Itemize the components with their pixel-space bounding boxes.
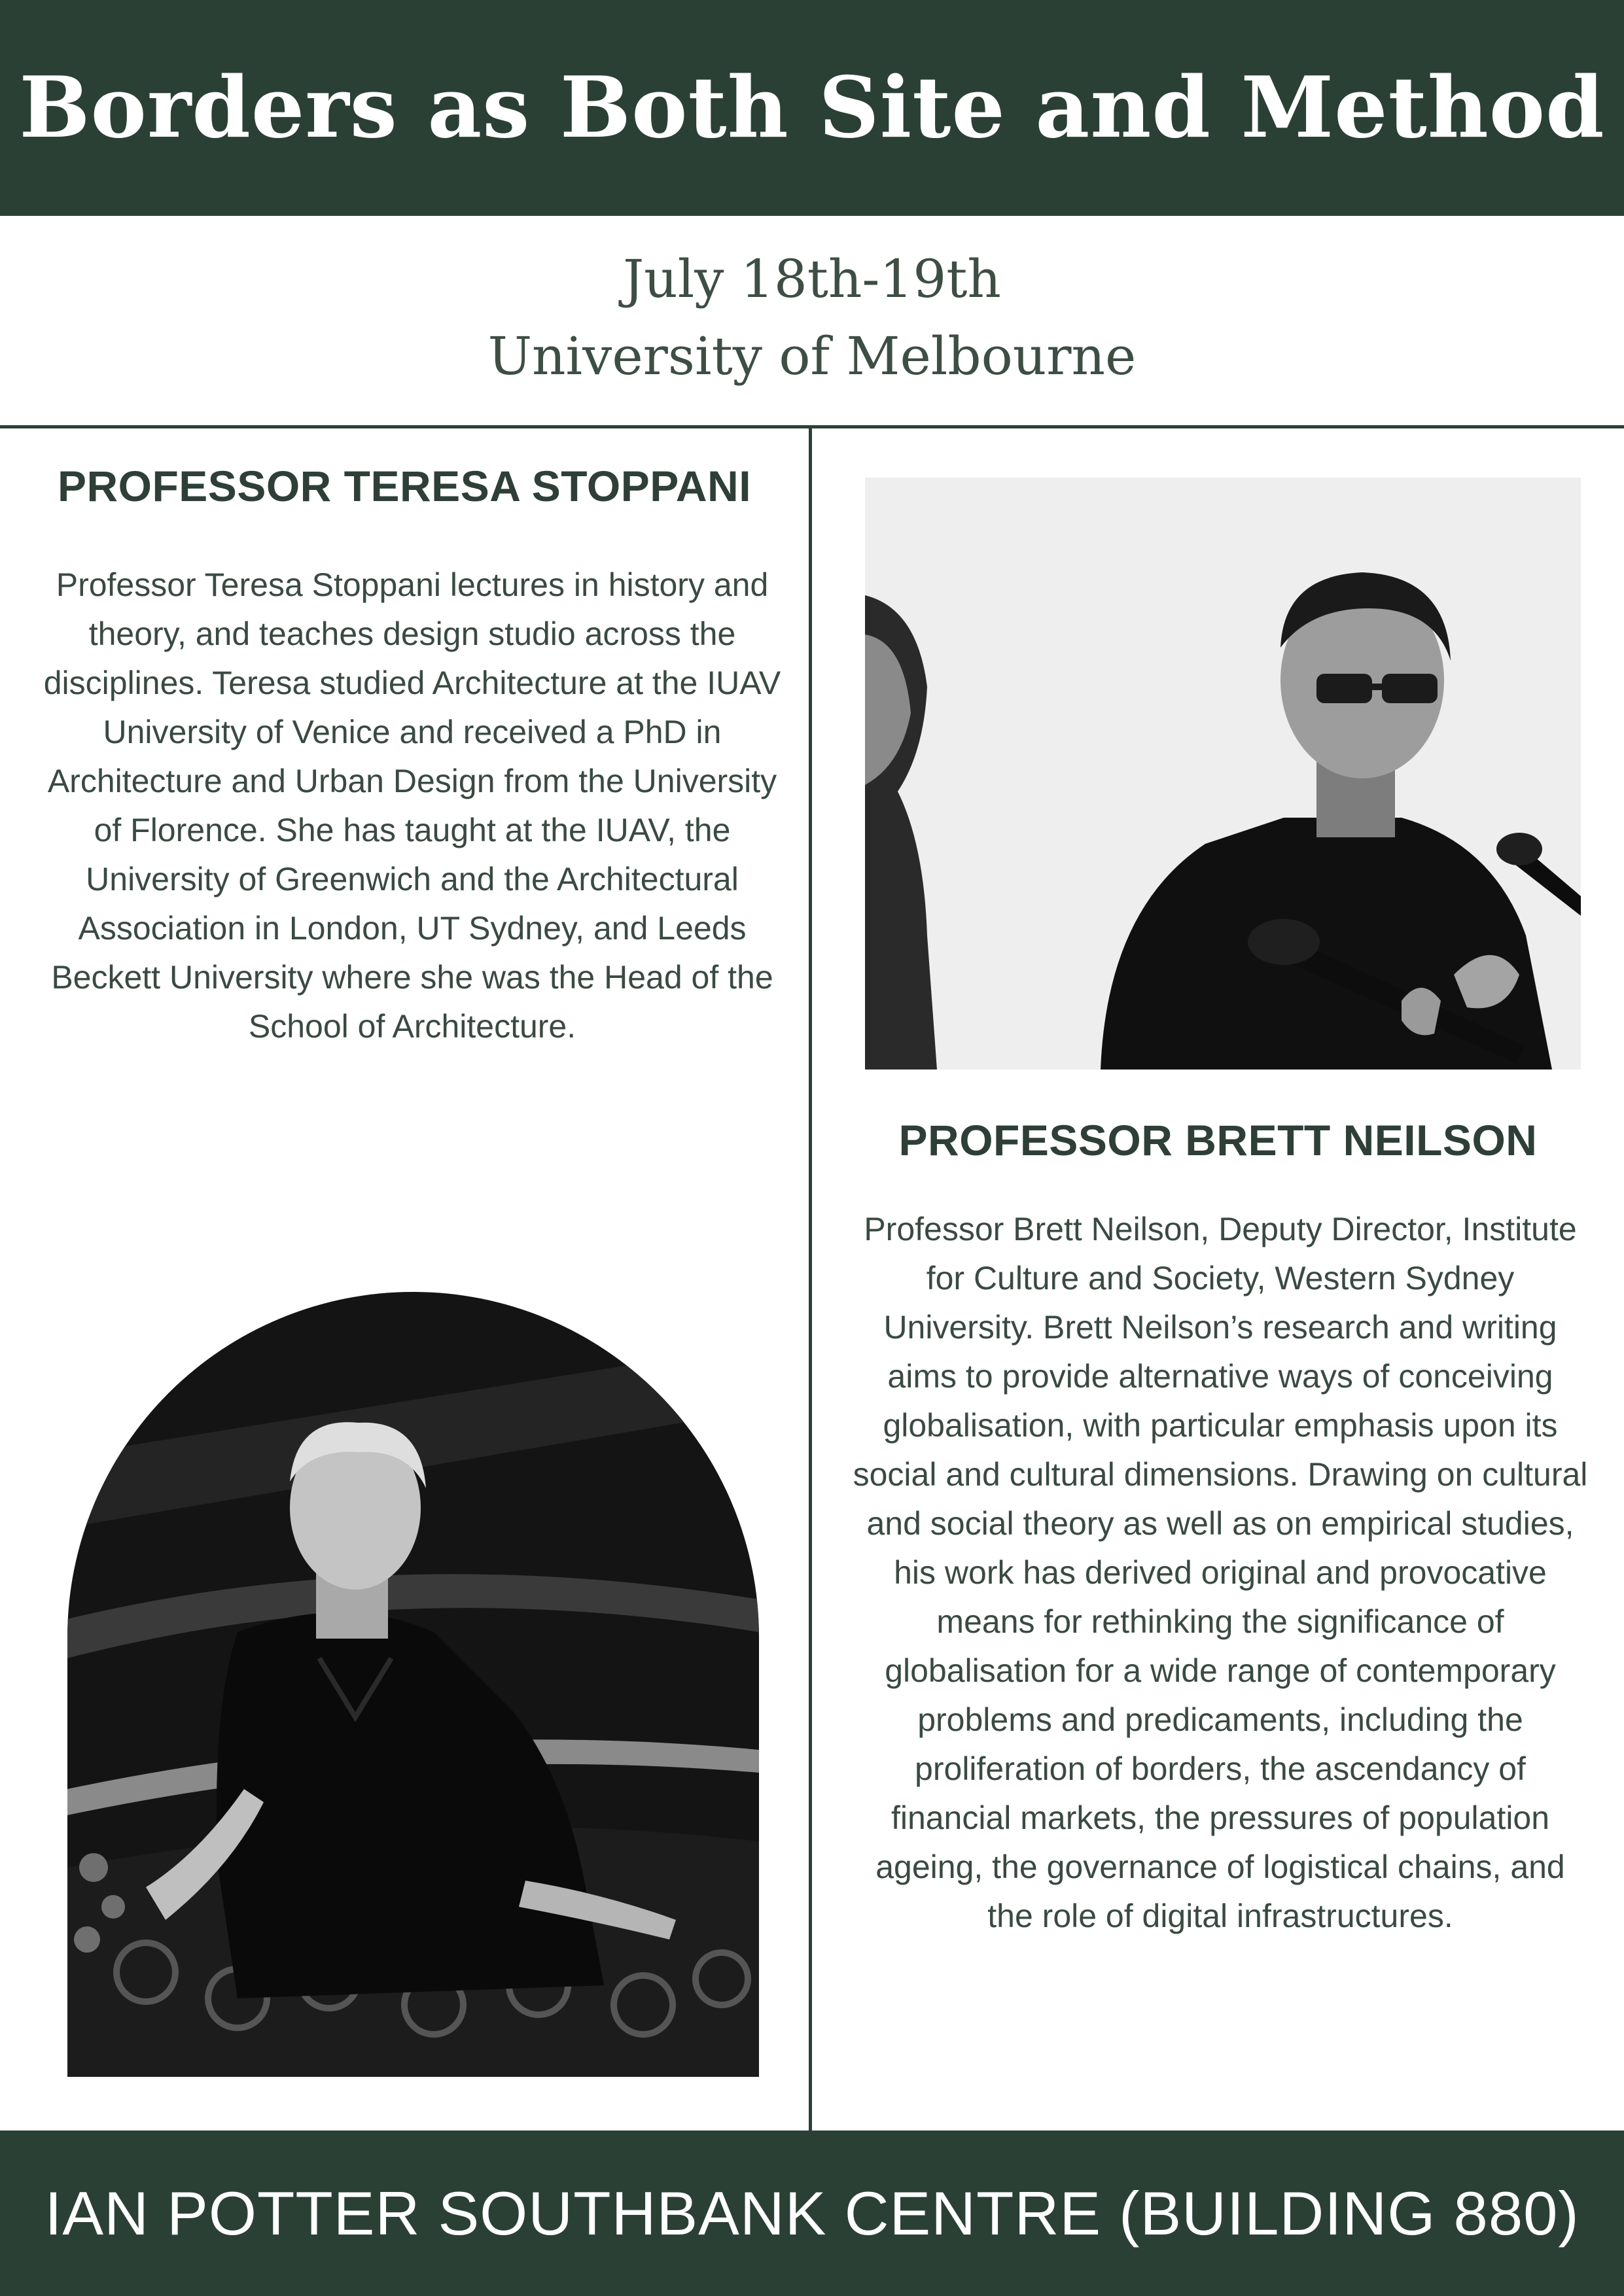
vertical-divider [809, 426, 812, 2131]
event-venue: University of Melbourne [487, 326, 1137, 387]
speaker-photo-neilson [865, 478, 1581, 1070]
title-banner [0, 0, 1624, 216]
speaker-name-neilson: PROFESSOR BRETT NEILSON [898, 1116, 1538, 1164]
footer-banner [0, 2131, 1624, 2296]
speaker-bio-neilson: Professor Brett Neilson, Deputy Director, Institute for Culture and Society, Western Sydney University. Brett Neilson’s research and writing aims to provide alternative ways of conceiving globalisation, with particular emphasis upon its social and cultural dimensions. Drawing on cultural and social theory as well as on empirical studies, his work has derived original and provocative means for rethinking the significance of globalisation for a wide range of contemporary problems and predicaments, including the proliferation of borders, the ascendancy of financial markets, the pressures of population ageing, the governance of logistical chains, and the role of digital infrastructures. [853, 1211, 1588, 1934]
speaker-photo-stoppani [67, 1292, 759, 2077]
horizontal-divider [0, 425, 1624, 428]
event-date: July 18th-19th [623, 249, 1001, 309]
footer-location: IAN POTTER SOUTHBANK CENTRE (BUILDING 880) [44, 2178, 1580, 2248]
speaker-name-stoppani: PROFESSOR TERESA STOPPANI [57, 462, 752, 510]
speaker-bio-stoppani: Professor Teresa Stoppani lectures in history and theory, and teaches design studio across the disciplines. Teresa studied Architecture at the IUAV University of Venice and received a PhD in Architecture and Urban Design from the University of Florence. She has taught at the IUAV, the University of Greenwich and the Architectural Association in London, UT Sydney, and Leeds Beckett University where she was the Head of the School of Architecture. [43, 566, 781, 1045]
event-title: Borders as Both Site and Method [19, 59, 1605, 157]
